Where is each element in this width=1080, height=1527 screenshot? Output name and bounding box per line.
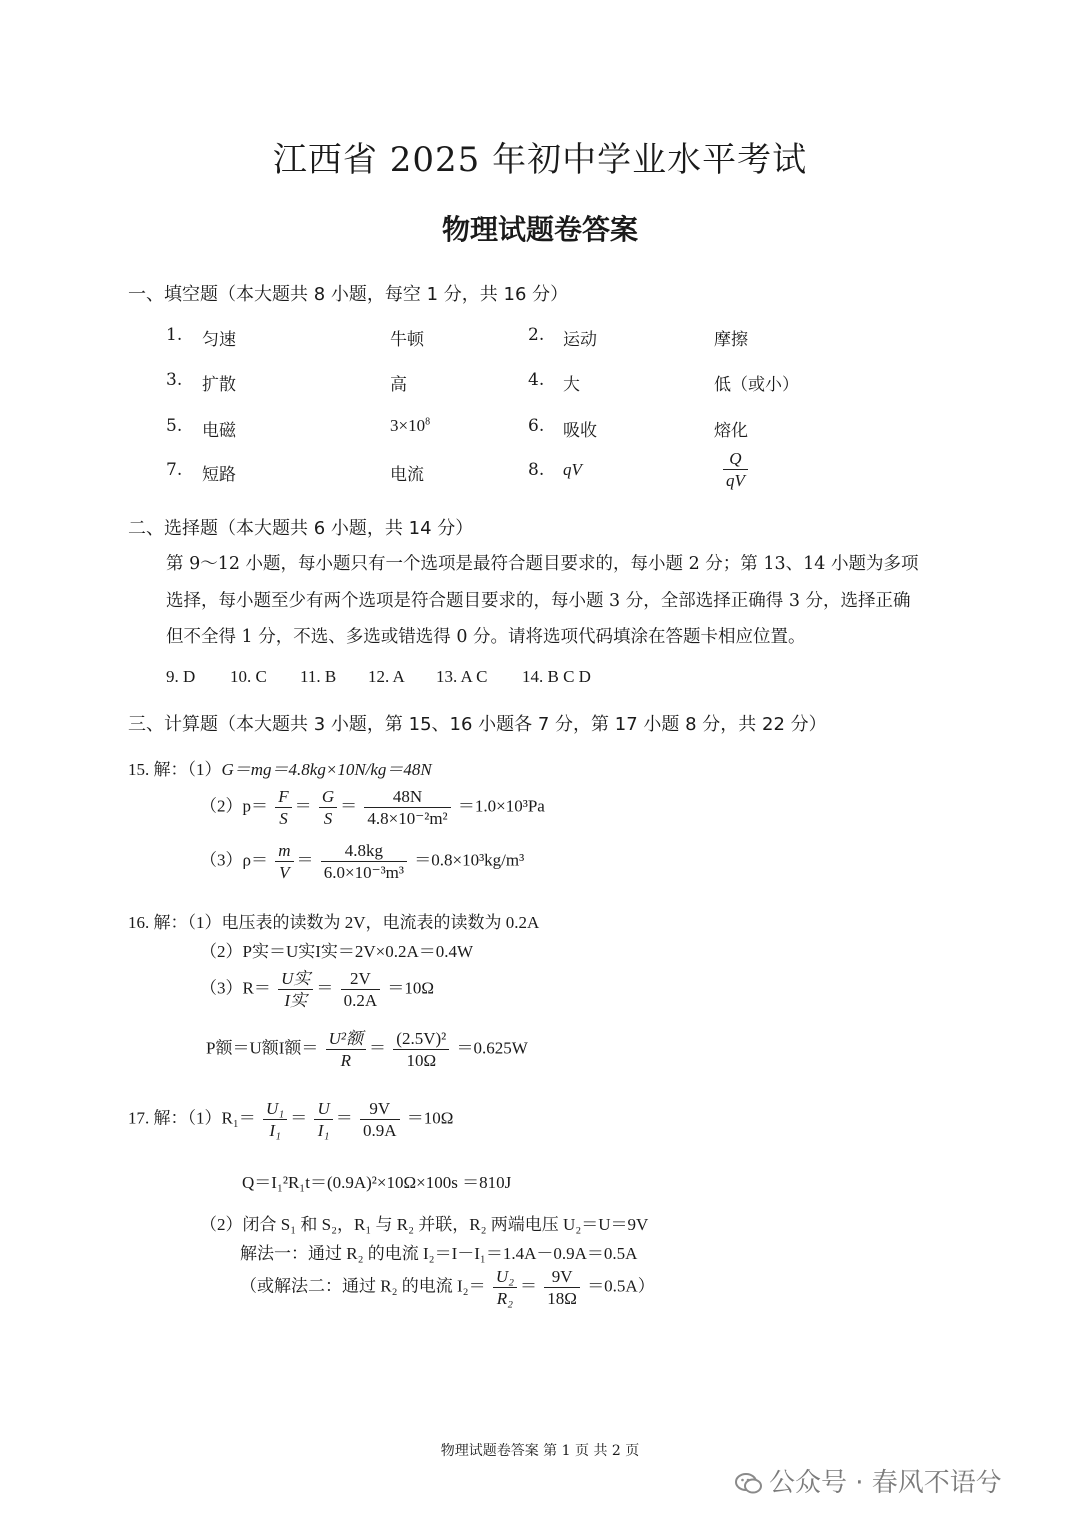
answer-number: 2.	[528, 325, 545, 345]
section2-answer: 9. D	[166, 667, 196, 686]
page-footer: 物理试题卷答案 第 1 页 共 2 页	[440, 1443, 640, 1459]
answer-text: qV	[563, 460, 582, 479]
answer-number: 3.	[166, 370, 183, 390]
answer-text: 运动	[563, 330, 597, 350]
q15-line1: 15. 解：（1）G＝mg＝4.8kg×10N/kg＝48N	[128, 760, 432, 779]
section2-instruction-line: 但不全得 1 分，不选、多选或错选得 0 分。请将选项代码填涂在答题卡相应位置。	[166, 627, 806, 647]
answer-text: $3\times 10^8$	[390, 416, 431, 435]
answer-text: 熔化	[714, 421, 748, 441]
section2-answer: 13. A C	[436, 667, 488, 686]
page-subtitle: 物理试题卷答案	[441, 213, 638, 246]
answer-text: 吸收	[563, 421, 597, 441]
q17-line3: （2）闭合 S₁ 和 S₂，R₁ 与 R₂ 并联，R₂ 两端电压 U₂＝U＝9V	[200, 1215, 649, 1234]
answer-text: 短路	[202, 465, 236, 485]
answer-number: 7.	[166, 460, 183, 480]
section3-heading: 三、计算题（本大题共 3 小题，第 15、16 小题各 7 分，第 17 小题 8 分，共 22 分）	[128, 714, 827, 735]
q17-line2: Q＝I₁²R₁t＝(0.9A)²×10Ω×100s ＝810J	[242, 1173, 512, 1192]
q15-line2: （2）p＝ $\frac{F}{S}$ ＝ $\frac{G}{S}$ ＝ $\frac{48N}{\text{4.8×10⁻²m²}}$ ＝1.0×10³Pa	[200, 787, 545, 829]
answer-text: 电磁	[202, 421, 236, 441]
answer-number: 8.	[528, 460, 545, 480]
q17-line5: （或解法二：通过 R₂ 的电流 I₂＝ $\frac{\text{U₂}}{\text{R₂}}$ ＝ $\frac{9V}{18\Omega}$ ＝0.5A）	[240, 1267, 655, 1309]
section2-instruction-line: 选择，每小题至少有两个选项是符合题目要求的，每小题 3 分，全部选择正确得 3 分，选择正确	[166, 591, 911, 611]
wechat-icon	[735, 1472, 763, 1496]
answer-number: 6.	[528, 416, 545, 436]
section2-instruction-line: 第 9～12 小题，每小题只有一个选项是最符合题目要求的，每小题 2 分；第 13、14 小题为多项	[166, 554, 919, 574]
answer-text: 大	[563, 375, 580, 395]
answer-number: 1.	[166, 325, 183, 345]
section2-heading: 二、选择题（本大题共 6 小题，共 14 分）	[128, 518, 474, 539]
answer-text: 牛顿	[390, 330, 424, 350]
answer-fraction: $\frac{Q}{qV}$	[720, 448, 751, 492]
watermark: 公众号 · 春风不语兮	[735, 1462, 1002, 1499]
answer-text: 高	[390, 375, 407, 395]
answer-number: 4.	[528, 370, 545, 390]
answer-text: 匀速	[202, 330, 236, 350]
answer-text: 低（或小）	[714, 375, 799, 395]
q16-line3: （3）R＝ $\frac{\text{U实}}{\text{I实}}$ ＝ $\frac{2V}{0.2A}$ ＝10Ω	[200, 969, 435, 1011]
q16-line2: （2）P实＝U实I实＝2V×0.2A＝0.4W	[200, 942, 474, 961]
q16-line4: P额＝U额I额＝ $\frac{\text{U²额}}{R}$ ＝ $\frac{\text{(2.5V)²}}{10\Omega}$ ＝0.625W	[206, 1029, 528, 1071]
q16-line1: 16. 解：（1）电压表的读数为 2V，电流表的读数为 0.2A	[128, 913, 540, 932]
answer-text: 电流	[390, 465, 424, 485]
answer-number: 5.	[166, 416, 183, 436]
section2-answer: 12. A	[368, 667, 405, 686]
answer-text: 扩散	[202, 375, 236, 395]
section1-heading: 一、填空题（本大题共 8 小题，每空 1 分，共 16 分）	[128, 284, 569, 305]
q17-line1: 17. 解：（1）R₁＝ $\frac{\text{U₁}}{\text{I₁}}$ ＝ $\frac{U}{\text{I₁}}$ ＝ $\frac{9V}{0.9A}$ ＝10Ω	[128, 1099, 454, 1141]
answer-text: 摩擦	[714, 330, 748, 350]
section2-answer: 14. B C D	[522, 667, 591, 686]
section2-answer: 11. B	[300, 667, 337, 686]
section2-answer: 10. C	[230, 667, 267, 686]
q17-line4: 解法一：通过 R₂ 的电流 I₂＝I－I₁＝1.4A－0.9A＝0.5A	[240, 1244, 638, 1263]
q15-line3: （3）ρ＝ $\frac{m}{V}$ ＝ $\frac{4.8kg}{\text{6.0×10⁻³m³}}$ ＝0.8×10³kg/m³	[200, 841, 525, 883]
page-title: 江西省 2025 年初中学业水平考试	[272, 140, 808, 180]
